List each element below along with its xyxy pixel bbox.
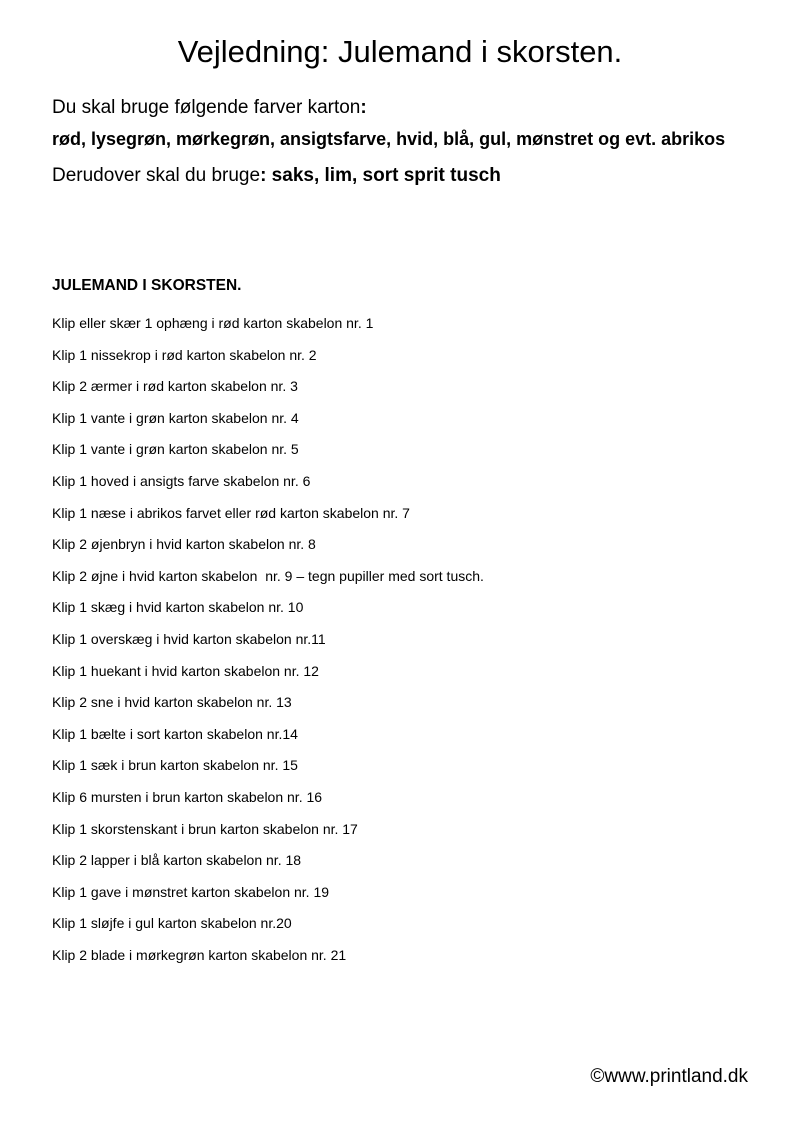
step-item: Klip 2 sne i hvid karton skabelon nr. 13 [52,694,292,711]
step-item: Klip 1 gave i mønstret karton skabelon nr. 19 [52,883,330,900]
copyright-footer: ©www.printland.dk [590,1066,748,1087]
step-item: Klip eller skær 1 ophæng i rød karton skabelon nr. 1 [52,315,374,331]
step-item: Klip 2 lapper i blå karton skabelon nr. 18 [52,852,302,869]
step-item: Klip 1 skorstenskant i brun karton skabelon nr. 17 [52,820,358,837]
step-item: Klip 1 skæg i hvid karton skabelon nr. 10 [52,599,304,616]
step-item: Klip 6 mursten i brun karton skabelon nr. 16 [52,788,323,805]
step-item: Klip 1 næse i abrikos farvet eller rød karton skabelon nr. 7 [52,504,410,521]
step-item: Klip 1 vante i grøn karton skabelon nr. 5 [52,441,299,458]
step-item: Klip 2 øjne i hvid karton skabelon nr. 9 – tegn pupiller med sort tusch. [52,567,484,584]
colors-intro-colon: : [360,97,367,118]
colors-list: rød, lysegrøn, mørkegrøn, ansigtsfarve, hvid, blå, gul, mønstret og evt. abrikos [52,129,726,149]
step-item: Klip 2 øjenbryn i hvid karton skabelon nr. 8 [52,536,316,553]
step-item: Klip 1 vante i grøn karton skabelon nr. 4 [52,409,299,426]
steps-list [52,308,484,971]
section-heading: JULEMAND I SKORSTEN. [52,277,242,294]
step-item: Klip 1 nissekrop i rød karton skabelon nr. 2 [52,346,317,363]
step-item: Klip 2 blade i mørkegrøn karton skabelon nr. 21 [52,946,347,963]
materials-section [52,94,772,190]
step-item: Klip 1 bælte i sort karton skabelon nr.14 [52,725,298,742]
tools-intro: Derudover skal du bruge [52,165,261,186]
step-item: Klip 1 hoved i ansigts farve skabelon nr. 6 [52,472,311,489]
tools-line [52,162,772,190]
step-item: Klip 1 sløjfe i gul karton skabelon nr.20 [52,915,292,932]
step-item: Klip 1 sæk i brun karton skabelon nr. 15 [52,757,298,774]
colors-intro: Du skal bruge følgende farver karton [52,97,361,118]
step-item: Klip 1 huekant i hvid karton skabelon nr. 12 [52,662,319,679]
tools-list: : saks, lim, sort sprit tusch [260,165,501,186]
colors-intro-line [52,94,772,122]
step-item: Klip 2 ærmer i rød karton skabelon nr. 3 [52,378,298,395]
page-title: Vejledning: Julemand i skorsten. [177,34,623,69]
step-item: Klip 1 overskæg i hvid karton skabelon nr.11 [52,630,326,647]
